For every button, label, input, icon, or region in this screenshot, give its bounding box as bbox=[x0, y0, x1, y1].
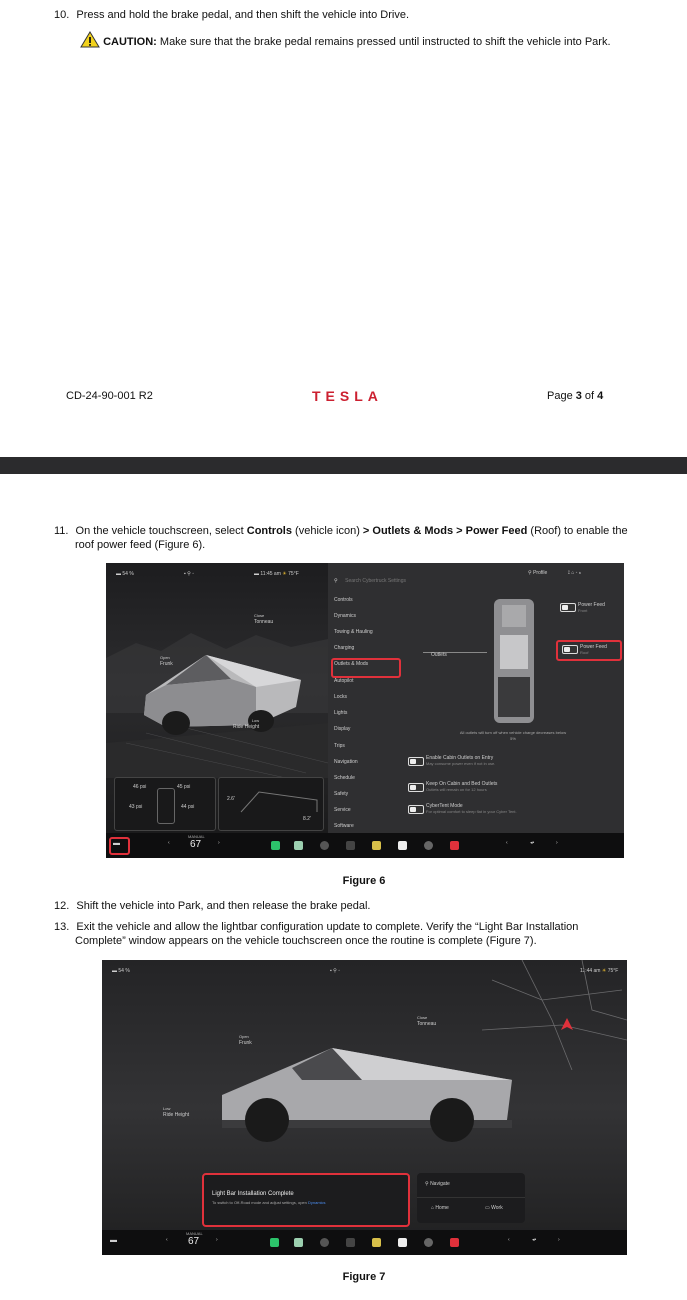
speed-mode-label: MANUAL bbox=[188, 834, 205, 839]
toybox-icon[interactable] bbox=[372, 841, 381, 850]
power-feed-roof-toggle[interactable] bbox=[562, 645, 578, 654]
step-11-line-2: roof power feed (Figure 6). bbox=[75, 539, 206, 551]
caution-note bbox=[80, 31, 680, 49]
menu-item-charging[interactable]: Charging bbox=[334, 645, 355, 651]
page-of: of bbox=[581, 390, 598, 402]
clock: 11:44 am ☀ 75°F bbox=[580, 968, 619, 974]
menu-item-schedule[interactable]: Schedule bbox=[334, 775, 355, 781]
menu-item-display[interactable]: Display bbox=[334, 726, 351, 732]
prev-icon[interactable]: ‹ bbox=[508, 1237, 510, 1243]
truck-outline-icon bbox=[157, 788, 175, 824]
next-icon[interactable]: › bbox=[556, 840, 558, 846]
profile-text: Profile bbox=[533, 570, 548, 576]
menu-item-safety[interactable]: Safety bbox=[334, 791, 349, 797]
toybox-icon[interactable] bbox=[372, 1238, 381, 1247]
temp-down-icon[interactable]: ‹ bbox=[166, 1237, 168, 1243]
step-text-1: On the vehicle touchscreen, select bbox=[75, 525, 247, 537]
camera-icon[interactable] bbox=[320, 841, 329, 850]
page-divider bbox=[0, 457, 687, 474]
step-bold-2: > Outlets & Mods > Power Feed bbox=[362, 525, 528, 537]
battery-text: 54 % bbox=[122, 571, 134, 577]
time-text: 11:44 am bbox=[580, 968, 601, 974]
profile-button[interactable]: ⚲ Profile bbox=[528, 570, 548, 576]
step-number: 10. bbox=[54, 9, 70, 21]
ride-text: Ride Height bbox=[163, 1112, 190, 1118]
tonneau-state: Close bbox=[254, 613, 265, 618]
document-id: CD-24-90-001 R2 bbox=[66, 390, 153, 402]
temp-up-icon[interactable]: › bbox=[218, 840, 220, 846]
temp-text: 75°F bbox=[607, 968, 619, 974]
tonneau-text: Tonneau bbox=[417, 1021, 437, 1027]
dynamics-link[interactable]: Dynamics bbox=[307, 1200, 326, 1205]
option-2-title: Keep On Cabin and Bed Outlets bbox=[426, 781, 498, 787]
navigation-arrow-icon bbox=[561, 1018, 573, 1030]
navigate-field[interactable]: ⚲ Navigate bbox=[425, 1181, 450, 1187]
step-text-3: (Roof) to enable the bbox=[527, 525, 628, 537]
figure-6-caption: Figure 6 bbox=[342, 875, 386, 887]
option-2-toggle[interactable] bbox=[408, 783, 424, 792]
truck-side-outline-icon bbox=[239, 786, 319, 816]
step-10 bbox=[54, 9, 409, 22]
next-icon[interactable]: › bbox=[558, 1237, 560, 1243]
outlets-mods-highlight bbox=[331, 658, 401, 678]
app-icon[interactable] bbox=[294, 841, 303, 850]
tire-rr: 44 psi bbox=[181, 804, 195, 810]
battery-text: 54 % bbox=[118, 968, 130, 974]
menu-item-locks[interactable]: Locks bbox=[334, 694, 348, 700]
step-text: Press and hold the brake pedal, and then shift the vehicle into Drive. bbox=[76, 9, 410, 21]
outlets-label: Outlets bbox=[431, 652, 447, 658]
dashcam-icon[interactable] bbox=[424, 841, 433, 850]
work-text: Work bbox=[491, 1205, 503, 1211]
work-button[interactable]: ▭ Work bbox=[485, 1205, 503, 1211]
step-bold-1: Controls bbox=[246, 525, 292, 537]
car-view-panel bbox=[106, 563, 328, 833]
calendar-icon[interactable] bbox=[346, 1238, 355, 1247]
caution-label: CAUTION: bbox=[103, 36, 157, 48]
figure-6-screenshot bbox=[106, 563, 624, 858]
step-text-line-1: Exit the vehicle and allow the lightbar configuration update to complete. Verify the “Light Bar Installation bbox=[76, 921, 579, 933]
power-feed-front bbox=[578, 602, 605, 614]
music-icon[interactable] bbox=[450, 841, 459, 850]
clock: ▬ 11:45 am ☀ 75°F bbox=[254, 571, 299, 577]
dimension-length: 8.2' bbox=[303, 816, 311, 822]
calendar-icon[interactable] bbox=[346, 841, 355, 850]
step-13-line-2: Complete” window appears on the vehicle touchscreen once the routine is complete (Figure 7). bbox=[75, 935, 537, 947]
taskbar bbox=[106, 833, 624, 858]
figure-7-screenshot bbox=[102, 960, 627, 1255]
menu-item-navigation[interactable]: Navigation bbox=[334, 759, 358, 765]
notes-icon[interactable] bbox=[398, 841, 407, 850]
power-feed-roof-sub: Roof bbox=[580, 650, 589, 655]
option-2-sub: Outlets will remain on for 12 hours bbox=[426, 787, 487, 792]
car-icon[interactable]: ▬ bbox=[110, 1237, 117, 1244]
power-feed-roof-label: Power Feed bbox=[580, 644, 607, 650]
battery-indicator: ▬ 54 % bbox=[112, 968, 130, 974]
home-text: Home bbox=[435, 1205, 449, 1211]
option-2 bbox=[426, 781, 497, 793]
status-icons: ▪ ⚲ ◦ bbox=[330, 968, 340, 974]
temp-up-icon[interactable]: › bbox=[216, 1237, 218, 1243]
tire-fl: 46 psi bbox=[133, 784, 147, 790]
ride-height-label bbox=[233, 718, 259, 730]
camera-icon[interactable] bbox=[320, 1238, 329, 1247]
popup-subtitle bbox=[212, 1200, 326, 1205]
step-text-2: (vehicle icon) bbox=[292, 525, 363, 537]
speed-value: 67 bbox=[188, 1236, 200, 1247]
frunk-label bbox=[160, 655, 173, 667]
temp-text: 75°F bbox=[288, 571, 299, 577]
app-icon[interactable] bbox=[294, 1238, 303, 1247]
menu-item-dynamics[interactable]: Dynamics bbox=[334, 613, 356, 619]
page-total: 4 bbox=[597, 390, 604, 402]
ride-height-label bbox=[163, 1106, 189, 1118]
header-icons: ⟟ ⌂ ◦ ▴ bbox=[568, 570, 581, 576]
option-3-title: CyberTent Mode bbox=[426, 803, 463, 809]
dimension-height: 2.6' bbox=[227, 796, 235, 802]
dimensions-panel bbox=[218, 777, 324, 831]
option-1-sub: May consume power even if not in use. bbox=[426, 761, 496, 766]
tonneau-label bbox=[254, 613, 273, 625]
step-12 bbox=[54, 900, 371, 913]
home-button[interactable]: ⌂ Home bbox=[431, 1205, 449, 1211]
tire-rl: 43 psi bbox=[129, 804, 143, 810]
search-input[interactable] bbox=[334, 569, 484, 584]
speed-mode-label: MANUAL bbox=[186, 1231, 203, 1236]
tire-pressure-panel bbox=[114, 777, 216, 831]
menu-item-service[interactable]: Service bbox=[334, 807, 351, 813]
menu-item-trips[interactable]: Trips bbox=[334, 743, 345, 749]
menu-item-outlets-mods[interactable]: Outlets & Mods bbox=[334, 661, 369, 667]
tonneau-label bbox=[417, 1015, 436, 1027]
frunk-label bbox=[239, 1034, 252, 1046]
warning-icon bbox=[80, 31, 100, 48]
phone-icon[interactable] bbox=[270, 1238, 279, 1247]
navigate-text: Navigate bbox=[430, 1181, 450, 1187]
option-1-toggle[interactable] bbox=[408, 757, 424, 766]
tonneau-text: Tonneau bbox=[254, 619, 274, 625]
power-feed-front-label: Power Feed bbox=[578, 602, 605, 608]
step-number: 13. bbox=[54, 921, 70, 933]
menu-item-controls[interactable]: Controls bbox=[334, 597, 353, 603]
search-placeholder: Search Cybertruck Settings bbox=[345, 578, 406, 584]
option-1 bbox=[426, 755, 495, 767]
step-13 bbox=[54, 921, 578, 934]
option-1-title: Enable Cabin Outlets on Entry bbox=[426, 755, 494, 761]
outlets-note: All outlets will turn off when vehicle charge decreases below 5% bbox=[459, 730, 567, 741]
frunk-state: Open bbox=[160, 655, 170, 660]
navigate-card bbox=[417, 1173, 525, 1223]
power-feed-front-sub: Front bbox=[578, 608, 588, 613]
frunk-text: Frunk bbox=[160, 661, 173, 667]
volume-icon[interactable]: ◂• bbox=[530, 840, 535, 846]
menu-item-towing[interactable]: Towing & Hauling bbox=[334, 629, 373, 635]
menu-item-software[interactable]: Software bbox=[334, 823, 354, 829]
menu-item-lights[interactable]: Lights bbox=[334, 710, 348, 716]
lightbar-complete-popup bbox=[202, 1173, 410, 1227]
tesla-logo: TESLA bbox=[312, 388, 383, 404]
car-icon[interactable]: ▬ bbox=[113, 840, 120, 847]
music-icon[interactable] bbox=[450, 1238, 459, 1247]
step-number: 11. bbox=[54, 525, 69, 537]
ride-text: Ride Height bbox=[233, 724, 260, 730]
taskbar bbox=[102, 1230, 627, 1255]
ride-state: Low bbox=[163, 1106, 171, 1111]
figure-7-caption: Figure 7 bbox=[342, 1271, 386, 1283]
page-number bbox=[547, 390, 603, 402]
temp-down-icon[interactable]: ‹ bbox=[168, 840, 170, 846]
status-icons: ▪ ⚲ ◦ bbox=[184, 571, 194, 577]
step-11 bbox=[54, 525, 684, 538]
popup-sub-text: To switch to Off-Road mode and adjust settings, open bbox=[212, 1200, 308, 1205]
tonneau-state: Close bbox=[417, 1015, 428, 1020]
power-feed-front-toggle[interactable] bbox=[560, 603, 576, 612]
page-current: 3 bbox=[575, 390, 582, 402]
dashcam-icon[interactable] bbox=[424, 1238, 433, 1247]
frunk-state: Open bbox=[239, 1034, 249, 1039]
phone-icon[interactable] bbox=[271, 841, 280, 850]
speed-value: 67 bbox=[190, 839, 202, 850]
search-icon: ⚲ bbox=[334, 578, 338, 584]
settings-panel bbox=[328, 563, 624, 833]
volume-icon[interactable]: ◂• bbox=[532, 1237, 537, 1243]
popup-title: Light Bar Installation Complete bbox=[212, 1191, 294, 1197]
truck-top-view-image bbox=[488, 597, 540, 727]
option-3 bbox=[426, 803, 517, 815]
step-number: 12. bbox=[54, 900, 70, 912]
cybertruck-side-image bbox=[202, 1040, 522, 1150]
divider bbox=[417, 1197, 525, 1198]
page-prefix: Page bbox=[547, 390, 576, 402]
time-text: 11:45 am bbox=[260, 571, 281, 577]
battery-indicator: ▬ 54 % bbox=[116, 571, 134, 577]
notes-icon[interactable] bbox=[398, 1238, 407, 1247]
ride-state: Low bbox=[251, 718, 260, 723]
frunk-text: Frunk bbox=[239, 1040, 252, 1046]
caution-text: Make sure that the brake pedal remains pressed until instructed to shift the vehicle into Park. bbox=[156, 36, 611, 48]
menu-item-autopilot[interactable]: Autopilot bbox=[334, 678, 354, 684]
prev-icon[interactable]: ‹ bbox=[506, 840, 508, 846]
option-3-sub: For optimal comfort to sleep flat in your Cyber Tent. bbox=[426, 809, 517, 814]
step-text: Shift the vehicle into Park, and then release the brake pedal. bbox=[76, 900, 371, 912]
option-3-toggle[interactable] bbox=[408, 805, 424, 814]
tire-fr: 45 psi bbox=[177, 784, 191, 790]
power-feed-roof bbox=[580, 644, 607, 656]
